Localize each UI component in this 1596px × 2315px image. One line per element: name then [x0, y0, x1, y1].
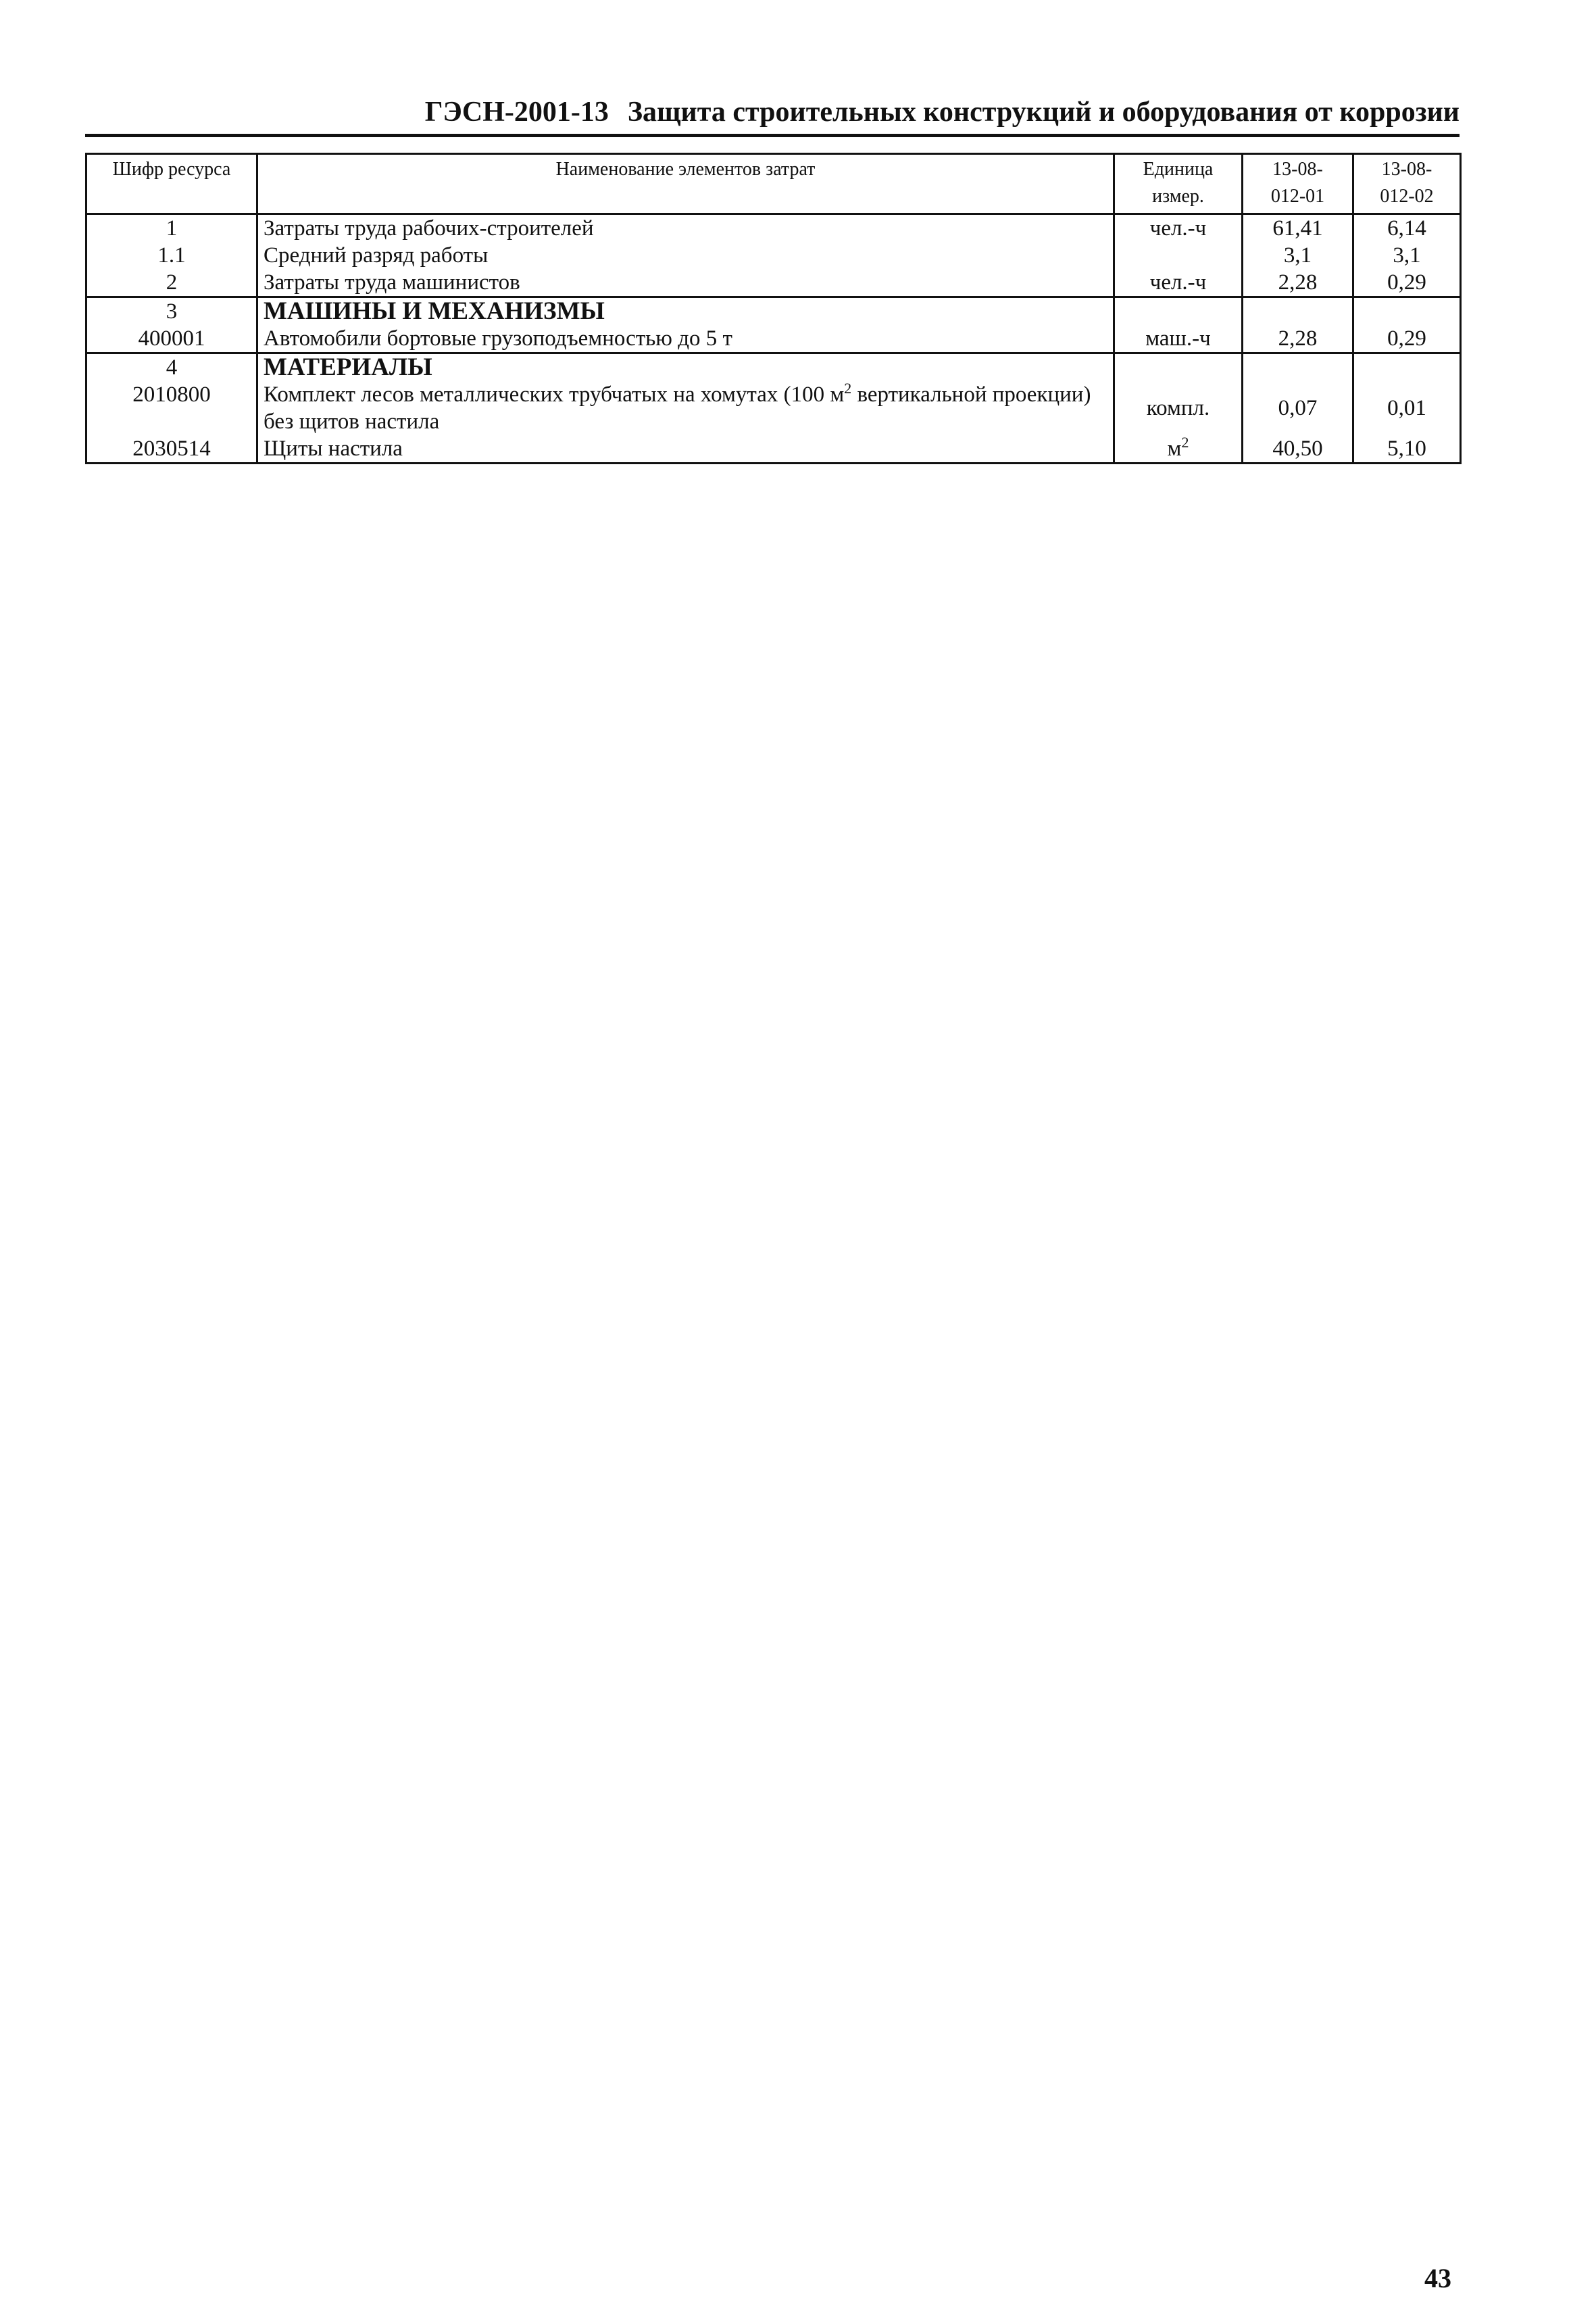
section-row-materials: [86, 353, 1461, 382]
cell-value-1: [1243, 353, 1353, 382]
cell-unit: чел.-ч: [1114, 269, 1243, 297]
cell-value-2: [1353, 297, 1461, 326]
cell-unit: компл.: [1114, 381, 1243, 435]
cell-value-2: 0,01: [1353, 381, 1461, 435]
table-row: [86, 435, 1461, 464]
section-title: МАТЕРИАЛЫ: [257, 353, 1114, 382]
cell-code: 2030514: [86, 435, 257, 464]
col-header-unit-line1: Единица: [1143, 159, 1214, 180]
table-row: [86, 381, 1461, 435]
header-rule: [85, 134, 1460, 137]
col-header-name: Наименование элементов затрат: [257, 154, 1114, 214]
page-header: [85, 95, 1460, 130]
col-header-norm-2: [1353, 154, 1461, 214]
unit-base: м: [1167, 437, 1182, 461]
cell-value-2: [1353, 353, 1461, 382]
cell-code: 1.1: [86, 242, 257, 269]
cell-code: 400001: [86, 325, 257, 353]
col-header-norm-2-line2: 012-02: [1380, 186, 1434, 207]
document-code: ГЭСН-2001-13: [424, 97, 609, 128]
cell-name: Автомобили бортовые грузоподъемностью до 5 т: [257, 325, 1114, 353]
cell-unit: [1114, 353, 1243, 382]
cell-value-2: 6,14: [1353, 214, 1461, 243]
cell-name: Щиты настила: [257, 435, 1114, 464]
cell-name-part2: вертикальной проекции) без щитов настила: [264, 382, 1091, 434]
cell-value-1: 0,07: [1243, 381, 1353, 435]
cell-name: Средний разряд работы: [257, 242, 1114, 269]
table-header-row: [86, 154, 1461, 214]
cell-value-1: 61,41: [1243, 214, 1353, 243]
table-row: [86, 325, 1461, 353]
page-number: 43: [1424, 2263, 1451, 2293]
col-header-norm-2-line1: 13-08-: [1381, 159, 1432, 180]
cell-name: Затраты труда машинистов: [257, 269, 1114, 297]
cell-name: Затраты труда рабочих-строителей: [257, 214, 1114, 243]
cell-value-2: 3,1: [1353, 242, 1461, 269]
cell-unit: чел.-ч: [1114, 214, 1243, 243]
cell-unit: [1114, 242, 1243, 269]
cell-value-2: 0,29: [1353, 325, 1461, 353]
superscript-2: 2: [844, 380, 852, 397]
resource-table: [85, 153, 1462, 464]
cell-unit: [1114, 297, 1243, 326]
cell-value-2: 5,10: [1353, 435, 1461, 464]
cell-value-1: 40,50: [1243, 435, 1353, 464]
section-row-machines: [86, 297, 1461, 326]
cell-code: 2: [86, 269, 257, 297]
cell-name-part1: Комплект лесов металлических трубчатых на хомутах (100 м: [264, 382, 845, 407]
table-row: [86, 214, 1461, 243]
cell-code: 1: [86, 214, 257, 243]
superscript-2: 2: [1181, 434, 1189, 451]
cell-value-1: 2,28: [1243, 325, 1353, 353]
document-title: Защита строительных конструкций и оборудования от коррозии: [627, 97, 1460, 128]
col-header-code: Шифр ресурса: [86, 154, 257, 214]
col-header-norm-1-line1: 13-08-: [1272, 159, 1323, 180]
cell-value-1: 3,1: [1243, 242, 1353, 269]
col-header-unit-line2: измер.: [1152, 186, 1204, 207]
cell-name: [257, 381, 1114, 435]
cell-code: 4: [86, 353, 257, 382]
cell-unit: [1114, 435, 1243, 464]
cell-code: 3: [86, 297, 257, 326]
cell-code: 2010800: [86, 381, 257, 435]
section-title: МАШИНЫ И МЕХАНИЗМЫ: [257, 297, 1114, 326]
col-header-norm-1: [1243, 154, 1353, 214]
table-row: [86, 242, 1461, 269]
cell-value-1: 2,28: [1243, 269, 1353, 297]
col-header-unit: [1114, 154, 1243, 214]
cell-value-2: 0,29: [1353, 269, 1461, 297]
cell-value-1: [1243, 297, 1353, 326]
table-row: [86, 269, 1461, 297]
cell-unit: маш.-ч: [1114, 325, 1243, 353]
col-header-norm-1-line2: 012-01: [1270, 186, 1325, 207]
